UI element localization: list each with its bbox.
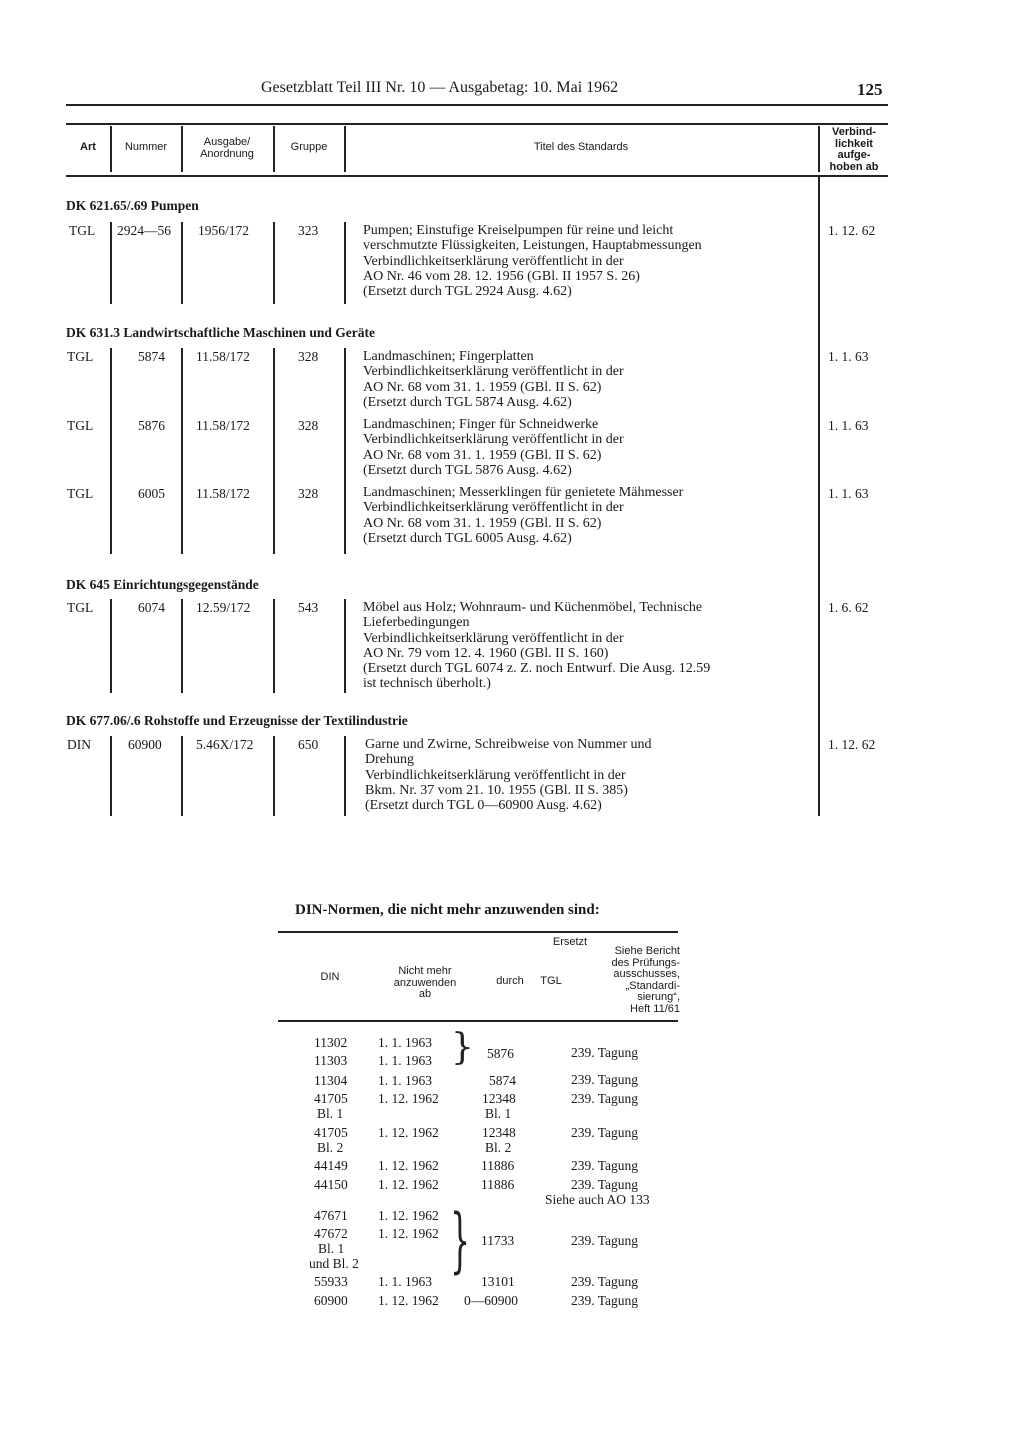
col-divider: [110, 599, 112, 693]
din-row-ab: 1. 1. 1963: [378, 1053, 432, 1068]
col-divider: [273, 736, 275, 816]
col-header-gruppe: Gruppe: [290, 141, 328, 153]
col-divider: [181, 736, 183, 816]
row-gruppe: 323: [298, 223, 319, 238]
col-divider: [181, 348, 183, 554]
row-gruppe: 328: [298, 349, 319, 364]
din-row-ab: 1. 1. 1963: [378, 1035, 432, 1050]
col-divider: [344, 222, 346, 304]
din-row-bericht: 239. Tagung Siehe auch AO 133: [545, 1177, 650, 1207]
col-divider: [110, 222, 112, 304]
din-header-nicht-mehr: Nicht mehr anzuwenden ab: [393, 965, 457, 1000]
col-header-art: Art: [80, 141, 96, 153]
col-divider: [181, 222, 183, 304]
row-ausgabe: 1956/172: [198, 223, 250, 238]
row-nummer: 5876: [138, 418, 165, 433]
din-row-din: 47671: [314, 1208, 348, 1223]
din-row-ab: 1. 12. 1962: [378, 1293, 439, 1308]
col-divider: [273, 599, 275, 693]
din-row-din: 41705 Bl. 2: [314, 1125, 348, 1155]
col-divider: [110, 348, 112, 554]
din-row-din: 60900: [314, 1293, 348, 1308]
row-gruppe: 543: [298, 600, 319, 615]
row-ausgabe: 5.46X/172: [196, 737, 254, 752]
din-row-tgl: 11733: [481, 1233, 515, 1248]
din-row-bericht: 239. Tagung: [571, 1091, 639, 1106]
din-table-title: DIN-Normen, die nicht mehr anzuwenden sind:: [295, 902, 600, 918]
section-heading: DK 631.3 Landwirtschaftliche Maschinen und Geräte: [66, 325, 375, 340]
din-header-durch: durch: [496, 975, 524, 987]
din-row-tgl: 11886: [481, 1158, 515, 1173]
din-row-ab: 1. 12. 1962: [378, 1091, 439, 1106]
din-table-top-rule: [278, 931, 678, 933]
row-ausgabe: 11.58/172: [196, 349, 250, 364]
din-row-tgl: 12348 Bl. 2: [482, 1125, 516, 1155]
din-row-bericht: 239. Tagung: [571, 1125, 639, 1140]
row-nummer: 5874: [138, 349, 165, 364]
row-art: DIN: [67, 737, 91, 752]
col-header-titel: Titel des Standards: [533, 141, 629, 153]
row-title: Pumpen; Einstufige Kreiselpumpen für reine und leicht verschmutzte Flüssigkeiten, Leistungen, Hauptabmessungen Verbindlichkeitserklärung veröffentlicht in der AO Nr. 46 vom 28. 12. 1956 (GBl. II 1957 S. 26) (Ersetzt durch TGL 2924 Ausg. 4.62): [363, 223, 702, 300]
din-row-ab: 1. 12. 1962: [378, 1177, 439, 1192]
din-header-bericht: Siehe Bericht des Prüfungs- ausschusses, „Standardi- sierung“, Heft 11/61: [611, 945, 680, 1015]
brace-icon: }: [450, 1199, 471, 1281]
row-nummer: 2924—56: [117, 223, 171, 238]
row-nummer: 60900: [128, 737, 162, 752]
din-header-tgl: TGL: [540, 975, 562, 987]
din-row-din: 11302: [314, 1035, 348, 1050]
din-row-ab: 1. 12. 1962: [378, 1158, 439, 1173]
row-title: Landmaschinen; Finger für Schneidwerke Verbindlichkeitserklärung veröffentlicht in der AO Nr. 68 vom 31. 1. 1959 (GBl. II S. 62) (Ersetzt durch TGL 5876 Ausg. 4.62): [363, 417, 624, 478]
din-row-tgl: 0—60900: [464, 1293, 518, 1308]
col-header-nummer: Nummer: [124, 141, 168, 153]
col-divider: [344, 126, 346, 172]
section-heading: DK 621.65/.69 Pumpen: [66, 198, 199, 213]
row-title: Möbel aus Holz; Wohnraum- und Küchenmöbel, Technische Lieferbedingungen Verbindlichkeitserklärung veröffentlicht in der AO Nr. 79 vom 12. 4. 1960 (GBl. II S. 160) (Ersetzt durch TGL 6074 z. Z. noch Entwurf. Die Ausg. 12.59 ist technisch überholt.): [363, 600, 711, 692]
col-header-ausgabe: Ausgabe/ Anordnung: [200, 136, 254, 160]
row-date: 1. 12. 62: [828, 737, 876, 752]
din-row-bericht: 239. Tagung: [571, 1233, 639, 1248]
din-row-tgl: 11886: [481, 1177, 515, 1192]
row-title: Garne und Zwirne, Schreibweise von Nummer und Drehung Verbindlichkeitserklärung veröffentlicht in der Bkm. Nr. 37 vom 21. 10. 1955 (GBl. II S. 385) (Ersetzt durch TGL 0—60900 Ausg. 4.62): [365, 737, 652, 814]
col-divider: [110, 736, 112, 816]
din-row-bericht: 239. Tagung: [571, 1045, 639, 1060]
din-row-tgl: 13101: [481, 1274, 515, 1289]
row-art: TGL: [67, 486, 94, 501]
row-date: 1. 1. 63: [828, 349, 869, 364]
din-row-ab: 1. 1. 1963: [378, 1274, 432, 1289]
row-ausgabe: 11.58/172: [196, 418, 250, 433]
section-heading: DK 645 Einrichtungsgegenstände: [66, 577, 259, 592]
col-divider: [344, 599, 346, 693]
din-row-ab: 1. 1. 1963: [378, 1073, 432, 1088]
din-row-din: 11304: [314, 1073, 348, 1088]
row-nummer: 6074: [138, 600, 165, 615]
row-date: 1. 1. 63: [828, 486, 869, 501]
row-nummer: 6005: [138, 486, 165, 501]
header-rule: [66, 104, 888, 106]
section-heading: DK 677.06/.6 Rohstoffe und Erzeugnisse der Textilindustrie: [66, 713, 408, 728]
din-row-bericht: 239. Tagung: [571, 1293, 639, 1308]
col-divider: [181, 599, 183, 693]
date-column-divider: [818, 176, 820, 816]
row-date: 1. 6. 62: [828, 600, 869, 615]
row-title: Landmaschinen; Messerklingen für genietete Mähmesser Verbindlichkeitserklärung veröffentlicht in der AO Nr. 68 vom 31. 1. 1959 (GBl. II S. 62) (Ersetzt durch TGL 6005 Ausg. 4.62): [363, 485, 684, 546]
row-title: Landmaschinen; Fingerplatten Verbindlichkeitserklärung veröffentlicht in der AO Nr. 68 vom 31. 1. 1959 (GBl. II S. 62) (Ersetzt durch TGL 5874 Ausg. 4.62): [363, 349, 624, 410]
din-header-din: DIN: [320, 971, 340, 983]
row-gruppe: 328: [298, 486, 319, 501]
col-divider: [344, 736, 346, 816]
din-row-ab: 1. 12. 1962: [378, 1208, 439, 1223]
din-row-din: 41705 Bl. 1: [314, 1091, 348, 1121]
din-row-tgl: 12348 Bl. 1: [482, 1091, 516, 1121]
din-row-din: 11303: [314, 1053, 348, 1068]
row-ausgabe: 11.58/172: [196, 486, 250, 501]
din-row-din: 47672 Bl. 1 und Bl. 2: [309, 1226, 359, 1271]
col-divider: [344, 348, 346, 554]
table-top-rule: [66, 123, 888, 125]
row-gruppe: 650: [298, 737, 319, 752]
din-header-ersetzt: Ersetzt: [552, 936, 588, 948]
din-row-din: 44150: [314, 1177, 348, 1192]
row-date: 1. 1. 63: [828, 418, 869, 433]
row-art: TGL: [67, 349, 94, 364]
din-row-bericht: 239. Tagung: [571, 1158, 639, 1173]
din-row-ab: 1. 12. 1962: [378, 1125, 439, 1140]
din-row-tgl: 5876: [487, 1046, 514, 1061]
row-art: TGL: [67, 418, 94, 433]
din-row-ab: 1. 12. 1962: [378, 1226, 439, 1241]
col-divider: [273, 222, 275, 304]
col-divider: [273, 348, 275, 554]
row-date: 1. 12. 62: [828, 223, 876, 238]
row-art: TGL: [69, 223, 96, 238]
din-row-din: 44149: [314, 1158, 348, 1173]
row-gruppe: 328: [298, 418, 319, 433]
din-row-bericht: 239. Tagung: [571, 1274, 639, 1289]
din-row-bericht: 239. Tagung: [571, 1072, 639, 1087]
page-number: 125: [857, 80, 883, 99]
din-row-din: 55933: [314, 1274, 348, 1289]
brace-icon: }: [451, 1027, 474, 1068]
table-header-bottom-rule: [66, 175, 888, 177]
row-art: TGL: [67, 600, 94, 615]
col-header-verbindlichkeit: Verbind- lichkeit aufge- hoben ab: [829, 126, 879, 173]
row-ausgabe: 12.59/172: [196, 600, 251, 615]
din-table-header-rule: [278, 1020, 678, 1022]
page-header-title: Gesetzblatt Teil III Nr. 10 — Ausgabetag: 10. Mai 1962: [261, 79, 619, 96]
din-row-tgl: 5874: [489, 1073, 516, 1088]
